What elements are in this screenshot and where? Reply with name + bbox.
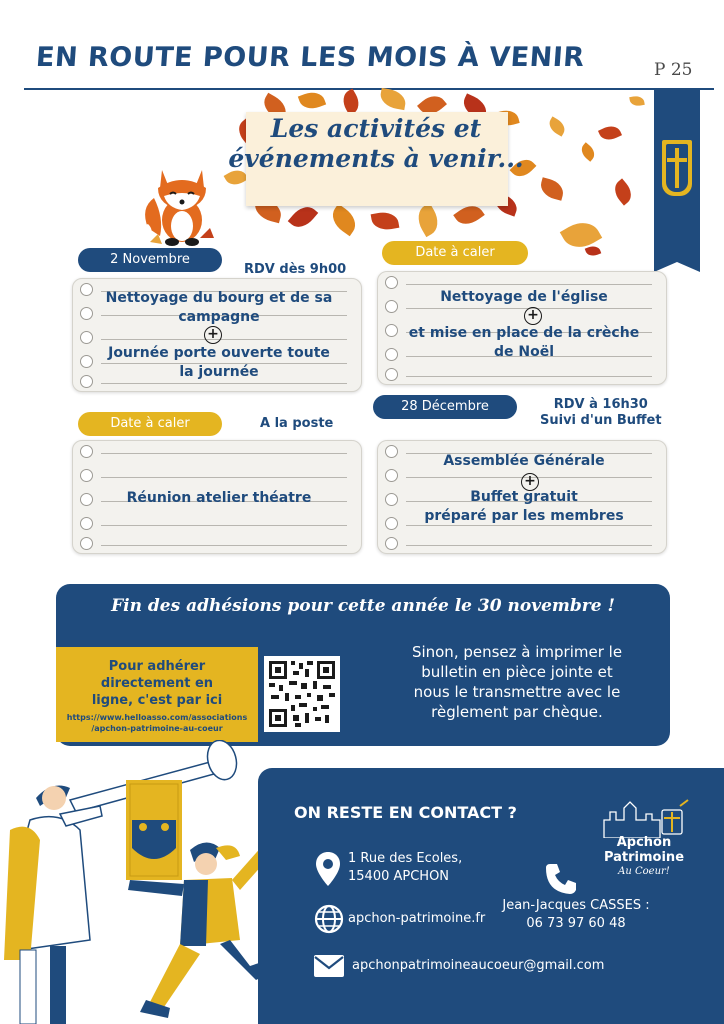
title-divider bbox=[24, 88, 714, 90]
note-line bbox=[406, 376, 652, 377]
event-1-text bbox=[87, 289, 351, 327]
medieval-herald-illustration bbox=[0, 740, 300, 1024]
online-line3: ligne, c'est par ici bbox=[91, 693, 223, 708]
membership-alt-text bbox=[376, 642, 658, 722]
event-3-card bbox=[72, 440, 362, 554]
phone-name: Jean-Jacques CASSES : bbox=[502, 898, 650, 913]
page-number: P 25 bbox=[654, 60, 693, 80]
event-1-line-4: la journée bbox=[179, 364, 259, 380]
note-line bbox=[406, 284, 652, 285]
alt-line3: nous le transmettre avec le bbox=[413, 683, 621, 701]
alt-line4: règlement par chèque. bbox=[431, 703, 603, 721]
event-2-card bbox=[377, 271, 667, 385]
event-4-line-2: Buffet gratuit bbox=[470, 489, 578, 505]
contact-title: ON RESTE EN CONTACT ? bbox=[294, 803, 517, 822]
contact-email[interactable]: apchonpatrimoineaucoeur@gmail.com bbox=[352, 958, 605, 973]
cross-icon bbox=[675, 148, 679, 188]
notebook-hole bbox=[385, 537, 398, 550]
notebook-hole bbox=[80, 445, 93, 458]
event-4-time bbox=[540, 397, 662, 429]
event-3-location: A la poste bbox=[260, 416, 334, 431]
note-line bbox=[101, 383, 347, 384]
note-line bbox=[101, 453, 347, 454]
event-2-date: Date à caler bbox=[382, 241, 528, 265]
hero-title bbox=[196, 114, 556, 174]
logo-line1: Apchon bbox=[616, 835, 672, 850]
event-2-line-3: de Noël bbox=[493, 344, 555, 360]
membership-url[interactable] bbox=[56, 712, 258, 734]
online-line1: Pour adhérer bbox=[108, 659, 206, 674]
qr-code[interactable] bbox=[264, 656, 340, 732]
page-title: EN ROUTE POUR LES MOIS À VENIR bbox=[34, 42, 586, 73]
phone-number[interactable]: 06 73 97 60 48 bbox=[526, 916, 626, 931]
notebook-hole bbox=[385, 368, 398, 381]
url-line1[interactable]: https://www.helloasso.com/associations bbox=[66, 713, 248, 722]
logo-line2: Patrimoine bbox=[603, 850, 685, 865]
notebook-hole bbox=[80, 331, 93, 344]
event-1-line-2: campagne bbox=[178, 309, 260, 325]
address-line1: 1 Rue des Ecoles, bbox=[348, 851, 463, 866]
event-4-card bbox=[377, 440, 667, 554]
event-4-time-line2: Suivi d'un Buffet bbox=[540, 413, 662, 428]
address-line2: 15400 APCHON bbox=[348, 869, 450, 884]
url-line2[interactable]: /apchon-patrimoine-au-coeur bbox=[91, 724, 223, 733]
membership-title: Fin des adhésions pour cette année le 30 novembre ! bbox=[111, 596, 615, 616]
contact-website[interactable]: apchon-patrimoine.fr bbox=[348, 911, 486, 926]
notebook-hole bbox=[80, 469, 93, 482]
event-4-line-1: Assemblée Générale bbox=[443, 453, 605, 469]
plus-icon: + bbox=[524, 307, 542, 325]
hero-title-line2: événements à venir... bbox=[228, 144, 524, 173]
event-1-date: 2 Novembre bbox=[78, 248, 222, 272]
hero-title-line1: Les activités et bbox=[270, 114, 482, 143]
globe-icon bbox=[314, 904, 344, 934]
event-4-date: 28 Décembre bbox=[373, 395, 517, 419]
online-line2: directement en bbox=[100, 676, 214, 691]
fox-illustration bbox=[140, 158, 220, 246]
logo-subtitle: Au Coeur! bbox=[618, 866, 670, 877]
contact-phone bbox=[496, 897, 656, 933]
alt-line2: bulletin en pièce jointe et bbox=[421, 663, 613, 681]
plus-icon: + bbox=[204, 326, 222, 344]
note-line bbox=[406, 545, 652, 546]
event-1-time: RDV dès 9h00 bbox=[244, 262, 347, 277]
notebook-hole bbox=[80, 537, 93, 550]
note-line bbox=[101, 525, 347, 526]
event-4-time-line1: RDV à 16h30 bbox=[553, 397, 648, 412]
note-line bbox=[101, 339, 347, 340]
note-line bbox=[101, 545, 347, 546]
online-membership-text bbox=[56, 658, 258, 709]
alt-line1: Sinon, pensez à imprimer le bbox=[411, 643, 623, 661]
email-icon bbox=[314, 955, 344, 977]
event-4-line-3: préparé par les membres bbox=[424, 508, 624, 524]
phone-icon bbox=[544, 862, 578, 896]
logo-text bbox=[598, 835, 690, 865]
location-pin-icon bbox=[316, 852, 340, 886]
event-2-line-1: Nettoyage de l'église bbox=[440, 289, 608, 305]
notebook-hole bbox=[80, 517, 93, 530]
event-1-line-1: Nettoyage du bourg et de sa bbox=[105, 290, 333, 306]
castle-logo-icon bbox=[600, 798, 690, 838]
event-2-line-2: et mise en place de la crèche bbox=[408, 325, 640, 341]
event-3-line-1: Réunion atelier théatre bbox=[126, 490, 312, 506]
plus-icon: + bbox=[521, 473, 539, 491]
event-1-text-2 bbox=[87, 344, 351, 382]
event-1-line-3: Journée porte ouverte toute bbox=[108, 345, 330, 361]
note-line bbox=[101, 477, 347, 478]
event-3-date: Date à caler bbox=[78, 412, 222, 436]
event-2-text-2 bbox=[392, 324, 656, 362]
event-4-text-2 bbox=[392, 488, 656, 526]
cross-bar bbox=[667, 158, 687, 162]
event-1-card bbox=[72, 278, 362, 392]
contact-address bbox=[348, 850, 462, 886]
